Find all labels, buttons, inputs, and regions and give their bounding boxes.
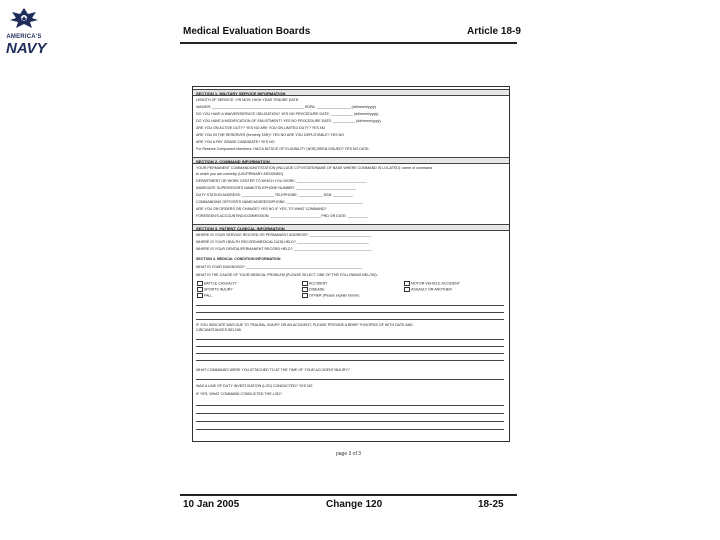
logo-wordmark: NAVY (6, 40, 47, 57)
blank-line (196, 346, 504, 347)
form-row: to which you are currently (UIC/PRIMARY ASSIGNED) (196, 172, 284, 176)
form-row: COMMANDING OFFICER'S NAME/ADDRESS/PHONE: ______________________________________ (196, 200, 363, 204)
checkbox[interactable] (302, 281, 308, 286)
blank-line (196, 379, 504, 380)
form-row: WAIVER: ______________________________________________ EDPA: _________________ (dd/mmm/yyyy) (196, 105, 377, 109)
blank-line (196, 405, 504, 406)
cause-option: OTHER (Please explain below): (301, 293, 360, 298)
page-title: Medical Evaluation Boards (183, 26, 311, 37)
checkbox[interactable] (404, 287, 410, 292)
checkbox[interactable] (404, 281, 410, 286)
form-row: WHERE IS YOUR HEALTH RECORD/MEDICAL DATA HELD? ____________________________________ (196, 240, 369, 244)
article-number: Article 18-9 (467, 26, 521, 37)
form-row: ARE YOU A PAY GRADE CANDIDATE? YES NO (196, 140, 275, 144)
footer-page: 18-25 (478, 499, 504, 510)
form-row: DEPARTMENT OR WORK CENTER TO WHICH YOU WORK: ___________________________________ (196, 179, 367, 183)
blank-line (196, 413, 504, 414)
logo-arc-text: AMERICA'S (6, 34, 42, 40)
blank-line (196, 421, 504, 422)
cause-option: DISEASE (301, 287, 325, 292)
eagle-emblem-icon (6, 6, 42, 34)
form-row: CIRCUMSTANCES BELOW. (196, 328, 242, 332)
form-row: DO YOU HAVE A WAIVER/SERVICE OBLIGATION? YES NO PROCEDURE DATE: ___________ (dd/mmm/yyyy) (196, 112, 379, 116)
footer-change: Change 120 (326, 499, 383, 510)
form-row: WHAT IS THE CAUSE OF YOUR MEDICAL PROBLEM (PLEASE SELECT ONE OF THE FOLLOWING BELOW): (196, 273, 378, 277)
form-row: FORESEEN'S ACCOUNTING/COMMISSION: _________________________ PRD OR DATE: __________ (196, 214, 368, 218)
cause-option: FALL (196, 293, 212, 298)
cause-option: ASSAULT OR ANOTHER (403, 287, 452, 292)
footer-divider (180, 494, 517, 496)
form-row: WHERE IS YOUR SERVICE RECORD OR PERMANENT ADDRESS? _______________________________ (196, 233, 372, 237)
blank-line (196, 339, 504, 340)
section-2-header: SECTION 2. COMMAND INFORMATION (193, 157, 509, 164)
section-1-header: SECTION 1. MILITARY SERVICE INFORMATION (193, 89, 509, 96)
cause-option: SPORTS INJURY (196, 287, 233, 292)
form-row: WHAT IS YOUR DIAGNOSIS? __________________________________________________________ (196, 265, 362, 269)
checkbox[interactable] (197, 281, 203, 286)
checkbox[interactable] (197, 293, 203, 298)
section-4-header: SECTION 4. MEDICAL CONDITION INFORMATION (196, 257, 281, 261)
form-row: For Reserve Component Members: HAS A NOTICE OF ELIGIBILITY (NOE) BEEN ISSUED? YES NO DATE: (196, 147, 370, 151)
checkbox[interactable] (302, 293, 308, 298)
form-page-number: page 3 of 3 (336, 451, 362, 457)
header-divider (180, 42, 517, 44)
form-row: IF YES, WHAT COMMAND CONDUCTED THE LOD? (196, 392, 282, 396)
form-row: IF YOU INDICATE WAS DUE TO TRAUMA, INJURY OR AN ACCIDENT, PLEASE PROVIDE A BRIEF SYNOPSIS OF WITH DATE AND (196, 323, 413, 327)
blank-line (196, 305, 504, 306)
blank-line (196, 319, 504, 320)
cause-option: BATTLE CASUALTY (196, 281, 237, 286)
form-row: DUTY STATION ADDRESS: ________________ TELEPHONE: ____________ DSN: __________ (196, 193, 354, 197)
navy-logo (6, 6, 47, 62)
cause-option: ACCIDENT (301, 281, 327, 286)
form-row: YOUR PERMANENT COMMAND/UNIT/STATION (INCLUDE CITY/STATE/NAME OF BASE WHERE COMMAND IS LOCATED): name of command (196, 166, 432, 170)
form-row: WHERE IS YOUR DENTAL/PERMANENT RECORD HELD? _______________________________________ (196, 247, 372, 251)
blank-line (196, 353, 504, 354)
form-page (192, 86, 510, 442)
form-row: DO YOU HAVE A MODIFICATION OF ENLISTMENT? YES NO PROCEDURE DATE: ___________ (dd/mmm/yyyy) (196, 119, 381, 123)
checkbox[interactable] (302, 287, 308, 292)
form-row: IMMEDIATE SUPERVISOR'S NAME/TELEPHONE NUMBER: ______________________________ (196, 186, 356, 190)
form-row: WAS A LINE OF DUTY INVESTIGATION (LOD) CONDUCTED? YES NO (196, 384, 313, 388)
section-3-header: SECTION 3. PATIENT CLINICAL INFORMATION (193, 224, 509, 231)
form-row: WHAT COMMANDS WERE YOU ATTACHED TO AT THE TIME OF YOUR ACCIDENT/INJURY? (196, 368, 350, 372)
form-row: ARE YOU ON ORDERS OR CHANGE? YES NO IF YES, TO WHAT COMMAND? (196, 207, 327, 211)
blank-line (196, 360, 504, 361)
cause-option: MOTOR VEHICLE ACCIDENT (403, 281, 460, 286)
form-row: LENGTH OF SERVICE: Y/R MOS: HIGH YEAR TENURE DATE: (196, 98, 300, 102)
footer-date: 10 Jan 2005 (183, 499, 240, 510)
blank-line (196, 429, 504, 430)
form-row: ARE YOU IN THE RESERVES (formerly TAR)? YES NO ARE YOU DEPLOYABLE? YES NO (196, 133, 344, 137)
blank-line (196, 312, 504, 313)
form-row: ARE YOU ON ACTIVE DUTY? YES NO ARE YOU ON LIMITED DUTY? YES NO (196, 126, 326, 130)
checkbox[interactable] (197, 287, 203, 292)
